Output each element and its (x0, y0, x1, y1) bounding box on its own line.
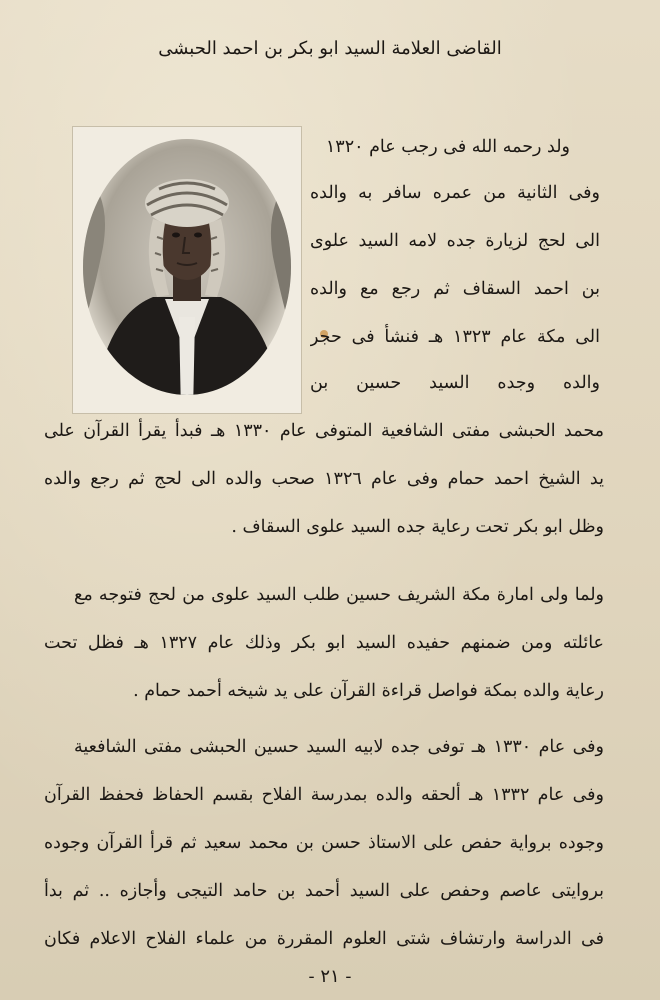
text-line: يد الشيخ احمد حمام وفى عام ١٣٢٦ صحب والده الى لحج ثم رجع والده (44, 469, 604, 489)
text-line: ولد رحمه الله فى رجب عام ١٣٢٠ (325, 137, 570, 157)
text-line: وفى الثانية من عمره سافر به والده (310, 183, 600, 203)
text-line: بروايتى عاصم وحفص على السيد أحمد بن حامد التيجى وأجازه .. ثم بدأ (44, 881, 604, 901)
title-line: القاضى العلامة السيد ابو بكر بن احمد الحبشى (158, 38, 502, 59)
text-line: فى الدراسة وارتشاف شتى العلوم المقررة من علماء الفلاح الاعلام فكان (44, 929, 604, 949)
text-line: والده وجده السيد حسين بن (310, 373, 600, 393)
text-line: رعاية والده بمكة فواصل قراءة القرآن على يد شيخه أحمد حمام . (133, 681, 604, 701)
portrait-photo (72, 126, 302, 414)
page-title (0, 34, 660, 64)
text-line: وفى عام ١٣٣٠ هـ توفى جده لابيه السيد حسين الحبشى مفتى الشافعية (74, 737, 604, 757)
text-line: وجوده برواية حفص على الاستاذ حسن بن محمد سعيد ثم قرأ القرآن وجوده (44, 833, 604, 853)
text-line: عائلته ومن ضمنهم حفيده السيد ابو بكر وذلك عام ١٣٢٧ هـ فظل تحت (44, 633, 604, 653)
text-line: الى مكة عام ١٣٢٣ هـ فنشأ فى حجر (310, 327, 600, 347)
text-line: ولما ولى امارة مكة الشريف حسين طلب السيد علوى من لحج فتوجه مع (74, 585, 604, 605)
page-number: - ٢١ - (308, 966, 352, 987)
text-line: محمد الحبشى مفتى الشافعية المتوفى عام ١٣٣٠ هـ فبدأ يقرأ القرآن على (44, 421, 604, 441)
text-line: بن احمد السقاف ثم رجع مع والده (310, 279, 600, 299)
text-line: الى لحج لزيارة جده لامه السيد علوى (310, 231, 600, 251)
text-line: وفى عام ١٣٣٢ هـ ألحقه والده بمدرسة الفلاح بقسم الحفاظ فحفظ القرآن (44, 785, 604, 805)
text-line: وظل ابو بكر تحت رعاية جده السيد علوى السقاف . (231, 517, 604, 537)
portrait-icon (73, 127, 301, 413)
